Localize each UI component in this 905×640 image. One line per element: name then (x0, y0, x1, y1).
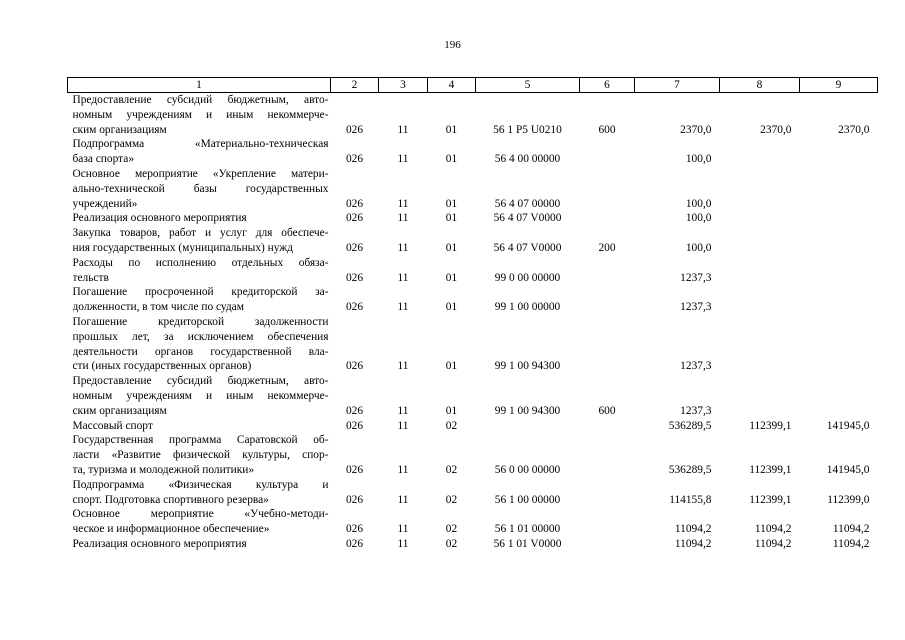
column-header-4: 4 (428, 78, 476, 93)
cell-col-4: 02 (445, 523, 458, 536)
cell-col-6 (580, 315, 635, 374)
row-name-line: Реализация основного мероприятия (72, 212, 247, 225)
cell-col-4: 01 (445, 360, 458, 373)
cell-col-9 (800, 285, 878, 315)
row-name-line: учреждений» (72, 197, 138, 210)
cell-col-9: 2370,0 (838, 123, 870, 136)
cell-col-6 (580, 419, 635, 434)
cell-col-7: 11094,2 (674, 523, 712, 536)
row-name-line: Погашение просроченной кредиторской за- (72, 286, 329, 299)
row-name (68, 211, 331, 226)
cell-col-2: 026 (345, 360, 364, 373)
cell-col-8 (720, 374, 800, 418)
row-name (68, 419, 331, 434)
cell-col-4: 01 (445, 271, 458, 284)
row-name-line: та, туризма и молодежной политики» (72, 463, 255, 476)
cell-col-5: 56 1 01 V0000 (493, 537, 562, 550)
cell-col-9: 141945,0 (826, 463, 870, 476)
cell-col-8 (720, 285, 800, 315)
cell-col-5: 99 1 00 94300 (494, 360, 561, 373)
row-name-line: Предоставление субсидий бюджетным, авто- (72, 94, 329, 106)
cell-col-4: 01 (445, 212, 458, 225)
cell-col-9 (800, 315, 878, 374)
cell-col-9 (800, 374, 878, 418)
table-row (68, 419, 878, 434)
table-row (68, 374, 878, 418)
cell-col-9 (800, 137, 878, 167)
cell-col-3: 11 (397, 523, 409, 536)
cell-col-3: 11 (397, 301, 409, 314)
cell-col-4: 01 (445, 197, 458, 210)
table-row (68, 256, 878, 286)
cell-col-2: 026 (345, 271, 364, 284)
cell-col-6: 600 (598, 123, 616, 136)
table-row (68, 537, 878, 552)
cell-col-6: 200 (598, 241, 616, 254)
cell-col-6: 600 (598, 404, 616, 417)
column-header-2: 2 (331, 78, 379, 93)
table-row (68, 226, 878, 256)
cell-col-4: 01 (445, 153, 458, 166)
cell-col-9 (800, 226, 878, 256)
cell-col-3: 11 (397, 123, 409, 136)
row-name (68, 256, 331, 286)
row-name-line: Подпрограмма «Физическая культура и (72, 478, 329, 491)
row-name (68, 167, 331, 211)
cell-col-7: 536289,5 (668, 463, 712, 476)
cell-col-7: 114155,8 (669, 493, 712, 506)
row-name-line: Погашение кредиторской задолженности (72, 315, 329, 328)
cell-col-5: 56 1 00 00000 (494, 493, 561, 506)
table-body (68, 93, 878, 552)
cell-col-5 (476, 419, 580, 434)
row-name (68, 226, 331, 256)
cell-col-3: 11 (397, 537, 409, 550)
cell-col-9: 141945,0 (826, 419, 870, 432)
cell-col-4: 01 (445, 301, 458, 314)
cell-col-5: 99 0 00 00000 (494, 271, 561, 284)
cell-col-4: 02 (445, 493, 458, 506)
cell-col-3: 11 (397, 241, 409, 254)
row-name-line: ческое и информационное обеспечение» (72, 523, 270, 536)
row-name (68, 137, 331, 167)
cell-col-9: 112399,0 (827, 493, 870, 506)
cell-col-7: 1237,3 (680, 301, 712, 314)
row-name-line: ния государственных (муниципальных) нужд (72, 241, 293, 254)
budget-table (67, 77, 878, 552)
cell-col-4: 01 (445, 404, 458, 417)
row-name (68, 537, 331, 552)
row-name-line: Предоставление субсидий бюджетным, авто- (72, 375, 329, 388)
cell-col-6 (580, 137, 635, 167)
cell-col-7: 100,0 (685, 153, 712, 166)
row-name-line: Подпрограмма «Материально-техническая (72, 138, 329, 151)
cell-col-5: 56 4 07 00000 (494, 197, 561, 210)
cell-col-7: 100,0 (685, 197, 712, 210)
cell-col-8 (720, 256, 800, 286)
cell-col-8: 11094,2 (754, 523, 792, 536)
cell-col-3: 11 (397, 463, 409, 476)
cell-col-8 (720, 167, 800, 211)
cell-col-2: 026 (345, 523, 364, 536)
cell-col-6 (580, 211, 635, 226)
row-name-line: Реализация основного мероприятия (72, 537, 247, 550)
cell-col-7: 11094,2 (674, 537, 712, 550)
cell-col-5: 56 1 01 00000 (494, 523, 561, 536)
cell-col-5: 56 4 07 V0000 (493, 212, 562, 225)
cell-col-6 (580, 167, 635, 211)
row-name-line: сти (иных государственных органов) (72, 360, 252, 373)
table-row (68, 211, 878, 226)
table-row (68, 93, 878, 138)
row-name-line: ласти «Развитие физической культуры, спор- (72, 449, 329, 462)
cell-col-3: 11 (397, 493, 409, 506)
cell-col-4: 02 (445, 537, 458, 550)
cell-col-7: 536289,5 (668, 419, 712, 432)
column-header-5: 5 (476, 78, 580, 93)
column-header-7: 7 (635, 78, 720, 93)
cell-col-5: 56 4 00 00000 (494, 153, 561, 166)
table-row (68, 137, 878, 167)
cell-col-4: 01 (445, 241, 458, 254)
row-name-line: деятельности органов государственной вла- (72, 345, 329, 358)
cell-col-2: 026 (345, 463, 364, 476)
row-name-line: номным учреждениям и иным некоммерче- (72, 389, 329, 402)
cell-col-2: 026 (345, 404, 364, 417)
cell-col-8: 112399,1 (749, 419, 792, 432)
cell-col-2: 026 (345, 537, 364, 550)
row-name-line: Закупка товаров, работ и услуг для обеспече- (72, 227, 329, 240)
row-name-line: прошлых лет, за исключением обеспечения (72, 330, 329, 343)
cell-col-9: 11094,2 (832, 523, 870, 536)
cell-col-6 (580, 256, 635, 286)
cell-col-2: 026 (345, 241, 364, 254)
cell-col-8: 2370,0 (760, 123, 792, 136)
cell-col-4: 02 (445, 463, 458, 476)
row-name-line: ально-технической базы государственных (72, 182, 329, 195)
cell-col-2: 026 (345, 123, 364, 136)
cell-col-7: 1237,3 (680, 404, 712, 417)
cell-col-7: 1237,3 (680, 360, 712, 373)
cell-col-8: 11094,2 (754, 537, 792, 550)
cell-col-9 (800, 211, 878, 226)
column-header-8: 8 (720, 78, 800, 93)
table-row (68, 315, 878, 374)
header-row (68, 78, 878, 93)
column-header-9: 9 (800, 78, 878, 93)
cell-col-3: 11 (397, 212, 409, 225)
cell-col-7: 2370,0 (680, 123, 712, 136)
row-name-line: спорт. Подготовка спортивного резерва» (72, 493, 269, 506)
cell-col-8 (720, 226, 800, 256)
row-name-line: Массовый спорт (72, 419, 153, 432)
cell-col-6 (580, 285, 635, 315)
cell-col-9: 11094,2 (832, 537, 870, 550)
row-name-line: Основное мероприятие «Учебно-методи- (72, 508, 329, 521)
row-name (68, 478, 331, 508)
row-name-line: Основное мероприятие «Укрепление матери- (72, 167, 329, 180)
cell-col-7: 1237,3 (680, 271, 712, 284)
row-name (68, 285, 331, 315)
row-name-line: номным учреждениям и иным некоммерче- (72, 108, 329, 121)
row-name-line: база спорта» (72, 153, 135, 166)
cell-col-8 (720, 137, 800, 167)
column-header-3: 3 (379, 78, 428, 93)
row-name-line: ским организациям (72, 404, 167, 417)
cell-col-2: 026 (345, 212, 364, 225)
cell-col-2: 026 (345, 493, 364, 506)
table-row (68, 285, 878, 315)
cell-col-6 (580, 433, 635, 477)
row-name-line: долженности, в том числе по судам (72, 301, 244, 314)
cell-col-9 (800, 167, 878, 211)
row-name-line: ским организациям (72, 123, 167, 136)
cell-col-8 (720, 211, 800, 226)
cell-col-4: 02 (445, 419, 458, 432)
column-header-6: 6 (580, 78, 635, 93)
table-row (68, 478, 878, 508)
cell-col-7: 100,0 (685, 212, 712, 225)
cell-col-2: 026 (345, 301, 364, 314)
cell-col-5: 56 4 07 V0000 (493, 241, 562, 254)
cell-col-3: 11 (397, 360, 409, 373)
table-row (68, 507, 878, 537)
cell-col-6 (580, 537, 635, 552)
column-header-1: 1 (68, 78, 331, 93)
row-name (68, 433, 331, 477)
row-name-line: тельств (72, 271, 109, 284)
table-row (68, 167, 878, 211)
cell-col-5: 56 0 00 00000 (494, 463, 561, 476)
cell-col-9 (800, 256, 878, 286)
cell-col-8: 112399,1 (749, 463, 792, 476)
cell-col-5: 99 1 00 00000 (494, 301, 561, 314)
cell-col-2: 026 (345, 153, 364, 166)
row-name (68, 374, 331, 418)
cell-col-8 (720, 315, 800, 374)
page-number: 196 (444, 39, 461, 51)
cell-col-3: 11 (397, 271, 409, 284)
cell-col-4: 01 (445, 123, 458, 136)
row-name-line: Расходы по исполнению отдельных обяза- (72, 256, 329, 269)
cell-col-2: 026 (345, 197, 364, 210)
cell-col-2: 026 (345, 419, 364, 432)
row-name-line: Государственная программа Саратовской об- (72, 434, 329, 447)
table-header (68, 78, 878, 93)
cell-col-6 (580, 507, 635, 537)
row-name (68, 93, 331, 138)
cell-col-3: 11 (397, 419, 409, 432)
cell-col-3: 11 (397, 404, 409, 417)
cell-col-3: 11 (397, 197, 409, 210)
cell-col-8: 112399,1 (749, 493, 792, 506)
row-name (68, 315, 331, 374)
cell-col-5: 56 1 P5 U0210 (493, 123, 562, 136)
cell-col-3: 11 (397, 153, 409, 166)
cell-col-7: 100,0 (685, 241, 712, 254)
table-row (68, 433, 878, 477)
cell-col-6 (580, 478, 635, 508)
cell-col-5: 99 1 00 94300 (494, 404, 561, 417)
row-name (68, 507, 331, 537)
